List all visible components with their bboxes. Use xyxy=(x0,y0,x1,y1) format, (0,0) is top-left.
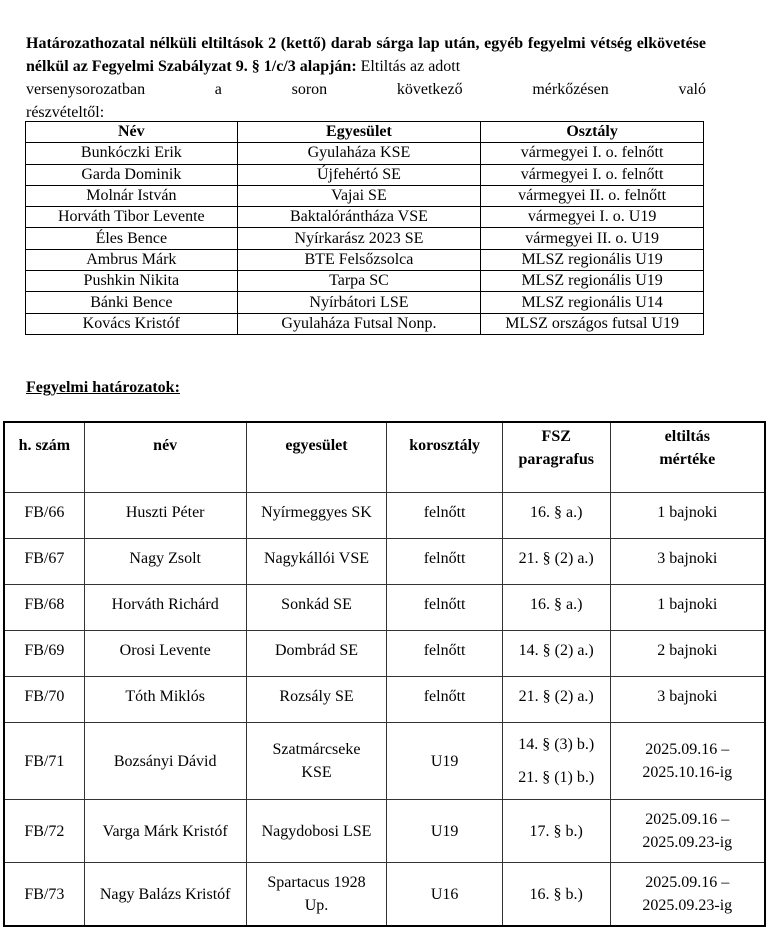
cell-name: Huszti Péter xyxy=(84,493,246,539)
cell-penalty-line1: 3 bajnoki xyxy=(657,550,718,567)
decision-row xyxy=(4,863,765,927)
cell-paragraph xyxy=(502,677,610,723)
cell-club: Gyulaháza KSE xyxy=(237,143,481,164)
suspension-row xyxy=(26,143,704,164)
header-club: Egyesület xyxy=(237,122,481,143)
cell-name: Horváth Richárd xyxy=(84,585,246,631)
cell-penalty-line1: 2 bajnoki xyxy=(657,642,718,659)
intro-normal-text-3: részvételtől: xyxy=(26,104,105,121)
cell-club xyxy=(246,723,387,800)
decision-row xyxy=(4,723,765,800)
decision-row xyxy=(4,677,765,723)
cell-division: MLSZ regionális U19 xyxy=(481,249,704,270)
intro-normal-text-2: versenysorozatban a soron következő mérkőzésen való xyxy=(26,81,706,98)
cell-club-line1: Szatmárcseke xyxy=(272,741,361,758)
cell-age-group: felnőtt xyxy=(387,493,502,539)
cell-name: Bunkóczki Erik xyxy=(26,143,238,164)
cell-name: Ambrus Márk xyxy=(26,249,238,270)
cell-paragraph xyxy=(502,863,610,927)
cell-club xyxy=(246,677,387,723)
cell-club-line2: KSE xyxy=(301,764,332,781)
cell-paragraph-line1: 21. § (2) a.) xyxy=(518,688,594,705)
line-gap xyxy=(503,756,610,766)
decisions-header-row xyxy=(4,422,765,493)
header-paragraph-line1: FSZ xyxy=(541,428,571,445)
suspensions-table-body xyxy=(26,143,704,335)
cell-paragraph-line1: 16. § a.) xyxy=(530,596,583,613)
decisions-heading: Fegyelmi határozatok: xyxy=(26,379,180,396)
cell-division: vármegyei I. o. felnőtt xyxy=(481,164,704,185)
cell-paragraph xyxy=(502,631,610,677)
cell-name: Kovács Kristóf xyxy=(26,313,238,334)
cell-age-group: U19 xyxy=(387,800,502,863)
cell-club-line1: Rozsály SE xyxy=(279,688,354,705)
header-paragraph-line2: paragrafus xyxy=(518,451,594,468)
cell-number: FB/68 xyxy=(4,585,84,631)
cell-age-group: felnőtt xyxy=(387,585,502,631)
cell-number: FB/69 xyxy=(4,631,84,677)
cell-penalty-line1: 3 bajnoki xyxy=(657,688,718,705)
cell-name: Varga Márk Kristóf xyxy=(84,800,246,863)
cell-penalty-line1: 2025.09.16 – xyxy=(645,811,730,828)
cell-club-line2: Up. xyxy=(304,897,329,914)
cell-division: vármegyei II. o. felnőtt xyxy=(481,185,704,206)
cell-paragraph-line2: 21. § (1) b.) xyxy=(518,769,595,786)
header-club: egyesület xyxy=(246,422,387,493)
cell-club-line1: Nyírmeggyes SK xyxy=(261,504,372,521)
header-division: Osztály xyxy=(481,122,704,143)
intro-paragraph xyxy=(26,32,706,124)
cell-club: Vajai SE xyxy=(237,185,481,206)
cell-club: Gyulaháza Futsal Nonp. xyxy=(237,313,481,334)
cell-club: Baktalórántháza VSE xyxy=(237,207,481,228)
cell-name: Horváth Tibor Levente xyxy=(26,207,238,228)
cell-number: FB/70 xyxy=(4,677,84,723)
cell-name: Bozsányi Dávid xyxy=(84,723,246,800)
cell-penalty xyxy=(610,800,765,863)
cell-penalty xyxy=(610,863,765,927)
cell-number: FB/72 xyxy=(4,800,84,863)
cell-penalty-line2: 2025.09.23-ig xyxy=(642,834,733,851)
cell-club xyxy=(246,800,387,863)
cell-division: vármegyei I. o. felnőtt xyxy=(481,143,704,164)
decision-row xyxy=(4,800,765,863)
cell-penalty xyxy=(610,723,765,800)
cell-name: Molnár István xyxy=(26,185,238,206)
cell-penalty xyxy=(610,585,765,631)
cell-club: Tarpa SC xyxy=(237,271,481,292)
cell-club xyxy=(246,585,387,631)
header-age-group: korosztály xyxy=(387,422,502,493)
cell-club xyxy=(246,863,387,927)
suspension-row xyxy=(26,292,704,313)
cell-division: MLSZ regionális U19 xyxy=(481,271,704,292)
header-name: Név xyxy=(26,122,238,143)
cell-name: Garda Dominik xyxy=(26,164,238,185)
cell-division: MLSZ országos futsal U19 xyxy=(481,313,704,334)
cell-club: Nyírbátori LSE xyxy=(237,292,481,313)
suspension-row xyxy=(26,271,704,292)
cell-name: Tóth Miklós xyxy=(84,677,246,723)
suspension-row xyxy=(26,313,704,334)
cell-penalty xyxy=(610,539,765,585)
cell-number: FB/67 xyxy=(4,539,84,585)
cell-penalty xyxy=(610,631,765,677)
cell-paragraph xyxy=(502,493,610,539)
decisions-table xyxy=(3,421,766,927)
suspensions-header-row xyxy=(26,122,704,143)
suspension-row xyxy=(26,228,704,249)
suspension-row xyxy=(26,185,704,206)
cell-club-line1: Spartacus 1928 xyxy=(267,874,366,891)
cell-age-group: felnőtt xyxy=(387,539,502,585)
cell-paragraph xyxy=(502,723,610,800)
cell-paragraph-line1: 14. § (2) a.) xyxy=(518,642,594,659)
decision-row xyxy=(4,631,765,677)
intro-normal-text-1: Eltiltás az adott xyxy=(356,58,461,75)
suspension-row xyxy=(26,249,704,270)
cell-penalty-line1: 1 bajnoki xyxy=(657,504,718,521)
cell-club: Újfehértó SE xyxy=(237,164,481,185)
cell-age-group: felnőtt xyxy=(387,677,502,723)
decision-row xyxy=(4,585,765,631)
cell-paragraph xyxy=(502,539,610,585)
cell-paragraph-line1: 14. § (3) b.) xyxy=(518,736,595,753)
cell-club-line1: Nagykállói VSE xyxy=(263,550,370,567)
cell-number: FB/73 xyxy=(4,863,84,927)
cell-division: vármegyei II. o. U19 xyxy=(481,228,704,249)
cell-number: FB/71 xyxy=(4,723,84,800)
cell-paragraph xyxy=(502,585,610,631)
cell-paragraph-line1: 17. § b.) xyxy=(529,822,583,840)
cell-club: BTE Felsőzsolca xyxy=(237,249,481,270)
cell-division: vármegyei I. o. U19 xyxy=(481,207,704,228)
cell-penalty-line1: 2025.09.16 – xyxy=(645,741,730,758)
cell-club xyxy=(246,493,387,539)
cell-penalty-line1: 1 bajnoki xyxy=(657,596,718,613)
cell-penalty-line2: 2025.09.23-ig xyxy=(642,897,733,914)
header-penalty-line2: mértéke xyxy=(659,451,716,468)
suspension-row xyxy=(26,164,704,185)
cell-name: Nagy Balázs Kristóf xyxy=(84,863,246,927)
cell-club-line1: Sonkád SE xyxy=(281,596,352,613)
suspension-row xyxy=(26,207,704,228)
header-penalty-line1: eltiltás xyxy=(664,428,710,445)
cell-penalty-line1: 2025.09.16 – xyxy=(645,874,730,891)
cell-club: Nyírkarász 2023 SE xyxy=(237,228,481,249)
cell-paragraph xyxy=(502,800,610,863)
header-number: h. szám xyxy=(4,422,84,493)
cell-age-group: U16 xyxy=(387,863,502,927)
cell-name: Orosi Levente xyxy=(84,631,246,677)
cell-paragraph-line1: 16. § b.) xyxy=(529,885,583,903)
cell-club-line1: Dombrád SE xyxy=(274,642,359,659)
cell-name: Bánki Bence xyxy=(26,292,238,313)
cell-penalty xyxy=(610,493,765,539)
decision-row xyxy=(4,539,765,585)
intro-bold-text: Határozathozatal nélküli eltiltások 2 (kettő) darab sárga lap után, egyéb fegyelmi vétség elkövetése nélkül az Fegyelmi Szabályzat 9. § 1/c/3 alapján: xyxy=(26,35,706,75)
decision-row xyxy=(4,493,765,539)
cell-paragraph-line1: 21. § (2) a.) xyxy=(518,550,594,567)
cell-division: MLSZ regionális U14 xyxy=(481,292,704,313)
cell-number: FB/66 xyxy=(4,493,84,539)
cell-club xyxy=(246,631,387,677)
header-name: név xyxy=(84,422,246,493)
cell-name: Nagy Zsolt xyxy=(84,539,246,585)
header-paragraph xyxy=(502,422,610,493)
cell-penalty xyxy=(610,677,765,723)
cell-name: Pushkin Nikita xyxy=(26,271,238,292)
cell-paragraph-line1: 16. § a.) xyxy=(530,504,583,521)
cell-name: Éles Bence xyxy=(26,228,238,249)
decisions-table-body xyxy=(4,493,765,927)
cell-penalty-line2: 2025.10.16-ig xyxy=(642,764,733,781)
cell-club-line1: Nagydobosi LSE xyxy=(261,822,372,840)
suspensions-table xyxy=(25,121,704,335)
cell-age-group: felnőtt xyxy=(387,631,502,677)
cell-age-group: U19 xyxy=(387,723,502,800)
header-penalty xyxy=(610,422,765,493)
cell-club xyxy=(246,539,387,585)
